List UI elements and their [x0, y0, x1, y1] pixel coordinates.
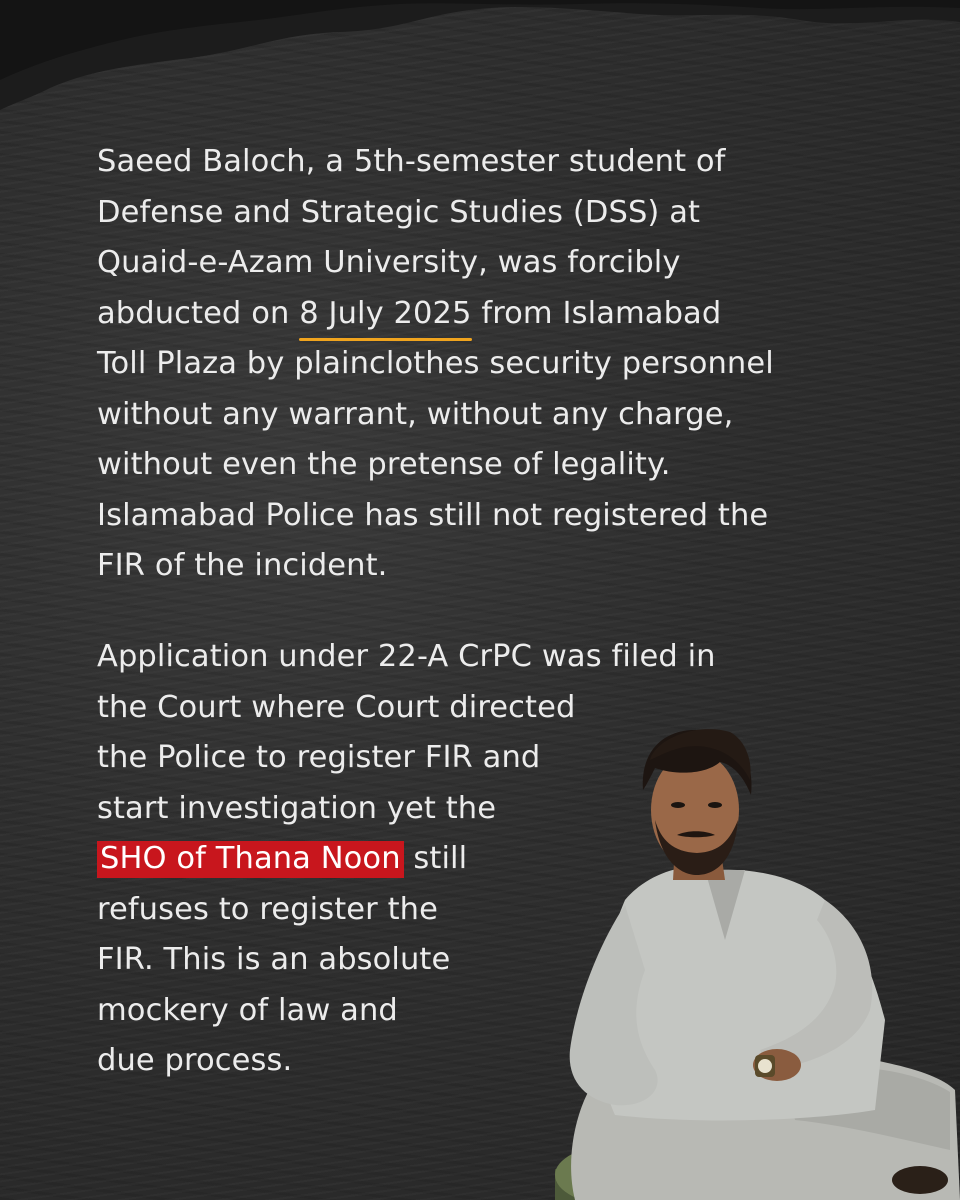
- text-line: Quaid-e-Azam University, was forcibly: [97, 245, 681, 280]
- text-line: Saeed Baloch, a 5th-semester student of: [97, 144, 726, 179]
- text-line: start investigation yet the: [97, 790, 497, 826]
- paragraph-abduction: [97, 137, 877, 592]
- text-fragment: abducted on: [97, 295, 300, 331]
- text-line: Toll Plaza by plainclothes security personnel: [97, 346, 774, 381]
- text-line: FIR. This is an absolute: [97, 942, 451, 977]
- torn-paper-top-edge: [0, 0, 960, 130]
- text-line: Application under 22-A CrPC was filed in: [97, 639, 716, 674]
- portrait-photo: [555, 720, 960, 1200]
- text-line: Islamabad Police has still not registered the: [97, 497, 769, 533]
- text-line: Defense and Strategic Studies (DSS) at: [97, 194, 701, 230]
- highlighted-sho-name: SHO of Thana Noon: [97, 841, 404, 878]
- text-line: FIR of the incident.: [97, 548, 388, 583]
- abduction-date: 8 July 2025: [299, 289, 471, 340]
- text-line: the Police to register FIR and: [97, 740, 541, 775]
- text-line: without any warrant, without any charge,: [97, 396, 734, 432]
- text-line: refuses to register the: [97, 891, 438, 927]
- text-line: the Court where Court directed: [97, 689, 576, 725]
- text-fragment: still: [403, 841, 468, 876]
- text-line-with-date: [97, 289, 877, 340]
- text-line: mockery of law and: [97, 992, 398, 1028]
- text-fragment: from Islamabad: [471, 295, 722, 331]
- text-line: without even the pretense of legality.: [97, 447, 671, 482]
- text-line: due process.: [97, 1043, 293, 1078]
